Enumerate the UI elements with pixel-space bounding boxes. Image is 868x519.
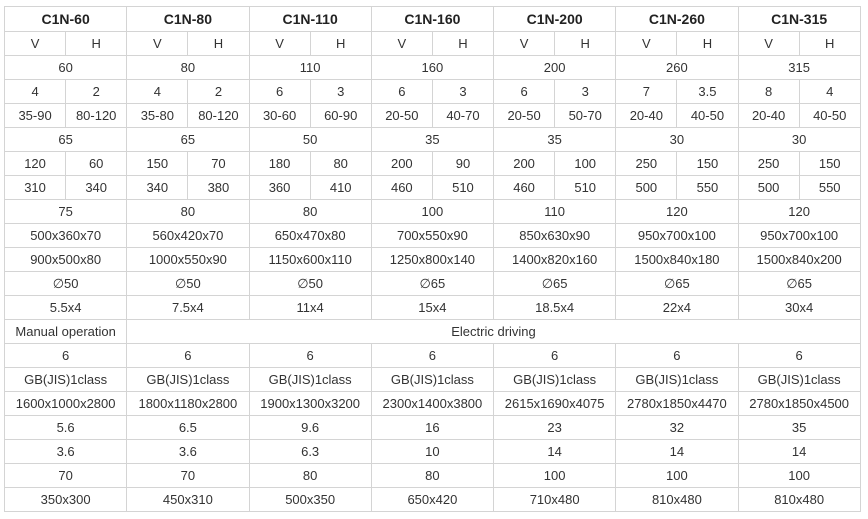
table-cell: 15x4 <box>371 296 493 320</box>
table-cell: H <box>66 32 127 56</box>
table-cell: 6.5 <box>127 416 249 440</box>
table-cell: 35 <box>494 128 616 152</box>
table-cell: V <box>616 32 677 56</box>
table-cell: 450x310 <box>127 488 249 512</box>
table-cell: 200 <box>371 152 432 176</box>
table-cell: 460 <box>371 176 432 200</box>
table-cell: 6 <box>5 344 127 368</box>
table-cell: 850x630x90 <box>494 224 616 248</box>
table-cell: 2 <box>188 80 249 104</box>
table-cell: 100 <box>494 464 616 488</box>
table-cell: ∅50 <box>249 272 371 296</box>
table-row <box>5 440 861 464</box>
table-cell: 40-70 <box>432 104 493 128</box>
table-cell: 4 <box>127 80 188 104</box>
table-cell: 80-120 <box>66 104 127 128</box>
table-cell: 7 <box>616 80 677 104</box>
table-cell: 60 <box>5 56 127 80</box>
table-row <box>5 320 861 344</box>
table-cell: 20-50 <box>371 104 432 128</box>
table-cell: 810x480 <box>616 488 738 512</box>
table-cell: 4 <box>799 80 860 104</box>
table-cell: 1500x840x200 <box>738 248 860 272</box>
table-cell: 3 <box>432 80 493 104</box>
model-header: C1N-80 <box>127 7 249 32</box>
table-row <box>5 32 861 56</box>
table-cell: 6 <box>371 80 432 104</box>
table-cell: 60-90 <box>310 104 371 128</box>
table-cell: 550 <box>677 176 738 200</box>
table-cell: 16 <box>371 416 493 440</box>
table-cell: 1900x1300x3200 <box>249 392 371 416</box>
table-cell: H <box>188 32 249 56</box>
table-cell: ∅50 <box>127 272 249 296</box>
table-cell: 2780x1850x4500 <box>738 392 860 416</box>
table-cell: 260 <box>616 56 738 80</box>
table-cell: 120 <box>5 152 66 176</box>
table-cell: 14 <box>494 440 616 464</box>
table-cell: 200 <box>494 56 616 80</box>
table-cell: 7.5x4 <box>127 296 249 320</box>
table-cell: 75 <box>5 200 127 224</box>
table-cell: 3 <box>555 80 616 104</box>
table-cell: 810x480 <box>738 488 860 512</box>
table-cell: H <box>677 32 738 56</box>
table-cell: 700x550x90 <box>371 224 493 248</box>
table-cell: 30-60 <box>249 104 310 128</box>
table-cell: 30 <box>738 128 860 152</box>
table-row <box>5 80 861 104</box>
table-cell: GB(JIS)1class <box>616 368 738 392</box>
table-cell: 1400x820x160 <box>494 248 616 272</box>
table-row <box>5 152 861 176</box>
table-cell: 460 <box>494 176 555 200</box>
table-cell: 3 <box>310 80 371 104</box>
table-cell: 6 <box>371 344 493 368</box>
table-cell: 650x420 <box>371 488 493 512</box>
table-row <box>5 104 861 128</box>
table-cell: 6 <box>738 344 860 368</box>
table-cell: 80 <box>127 200 249 224</box>
table-cell: 20-50 <box>494 104 555 128</box>
table-cell: 6 <box>494 80 555 104</box>
table-row <box>5 416 861 440</box>
table-cell: 510 <box>432 176 493 200</box>
table-cell: 510 <box>555 176 616 200</box>
table-cell: 150 <box>799 152 860 176</box>
table-cell: 90 <box>432 152 493 176</box>
table-cell: 250 <box>616 152 677 176</box>
table-cell: 1150x600x110 <box>249 248 371 272</box>
table-cell: 5.5x4 <box>5 296 127 320</box>
model-header: C1N-315 <box>738 7 860 32</box>
table-cell: 110 <box>494 200 616 224</box>
table-cell: 3.5 <box>677 80 738 104</box>
table-cell: GB(JIS)1class <box>371 368 493 392</box>
table-row <box>5 128 861 152</box>
table-cell: V <box>371 32 432 56</box>
table-cell: 40-50 <box>677 104 738 128</box>
table-cell: 1500x840x180 <box>616 248 738 272</box>
table-cell: 950x700x100 <box>738 224 860 248</box>
table-cell: 50-70 <box>555 104 616 128</box>
table-cell: 14 <box>738 440 860 464</box>
table-cell: 3.6 <box>127 440 249 464</box>
table-cell: H <box>310 32 371 56</box>
table-row <box>5 248 861 272</box>
table-cell: 250 <box>738 152 799 176</box>
table-cell: 3.6 <box>5 440 127 464</box>
specification-table <box>4 6 861 512</box>
table-cell: 6 <box>249 80 310 104</box>
table-cell: 180 <box>249 152 310 176</box>
table-cell: 120 <box>616 200 738 224</box>
table-cell: 150 <box>127 152 188 176</box>
table-cell: 350x300 <box>5 488 127 512</box>
table-cell: H <box>432 32 493 56</box>
table-cell: 35-90 <box>5 104 66 128</box>
table-cell: 310 <box>5 176 66 200</box>
table-cell: 1800x1180x2800 <box>127 392 249 416</box>
table-cell: GB(JIS)1class <box>249 368 371 392</box>
table-cell: 340 <box>127 176 188 200</box>
spec-table-body <box>5 32 861 512</box>
table-cell: GB(JIS)1class <box>5 368 127 392</box>
table-cell: 9.6 <box>249 416 371 440</box>
table-cell: 6 <box>249 344 371 368</box>
table-row <box>5 344 861 368</box>
table-cell: 6 <box>127 344 249 368</box>
table-cell: 360 <box>249 176 310 200</box>
model-header: C1N-60 <box>5 7 127 32</box>
table-cell: 110 <box>249 56 371 80</box>
table-row <box>5 272 861 296</box>
table-cell: 6 <box>616 344 738 368</box>
table-cell: 1600x1000x2800 <box>5 392 127 416</box>
table-cell: 650x470x80 <box>249 224 371 248</box>
table-row <box>5 488 861 512</box>
table-cell: 2 <box>66 80 127 104</box>
table-cell: 80 <box>249 200 371 224</box>
table-row <box>5 176 861 200</box>
table-cell: 100 <box>371 200 493 224</box>
table-row <box>5 224 861 248</box>
table-cell: 380 <box>188 176 249 200</box>
table-cell: 560x420x70 <box>127 224 249 248</box>
table-cell: 2615x1690x4075 <box>494 392 616 416</box>
table-cell: 35 <box>371 128 493 152</box>
table-cell: 30 <box>616 128 738 152</box>
table-row <box>5 56 861 80</box>
manual-operation-cell: Manual operation <box>5 320 127 344</box>
table-cell: V <box>494 32 555 56</box>
table-row <box>5 368 861 392</box>
table-cell: 40-50 <box>799 104 860 128</box>
table-cell: 340 <box>66 176 127 200</box>
table-cell: V <box>249 32 310 56</box>
table-cell: 50 <box>249 128 371 152</box>
table-cell: 150 <box>677 152 738 176</box>
table-cell: ∅50 <box>5 272 127 296</box>
table-cell: V <box>127 32 188 56</box>
table-cell: ∅65 <box>371 272 493 296</box>
table-cell: 1250x800x140 <box>371 248 493 272</box>
table-cell: V <box>738 32 799 56</box>
table-cell: 100 <box>555 152 616 176</box>
table-cell: 20-40 <box>738 104 799 128</box>
table-cell: 35-80 <box>127 104 188 128</box>
table-cell: 32 <box>616 416 738 440</box>
model-header: C1N-260 <box>616 7 738 32</box>
table-cell: H <box>555 32 616 56</box>
table-cell: 80 <box>310 152 371 176</box>
table-cell: 500x350 <box>249 488 371 512</box>
table-cell: ∅65 <box>738 272 860 296</box>
table-cell: 80 <box>127 56 249 80</box>
table-cell: 35 <box>738 416 860 440</box>
table-cell: 6 <box>494 344 616 368</box>
table-cell: 65 <box>5 128 127 152</box>
table-cell: 14 <box>616 440 738 464</box>
table-cell: 2780x1850x4470 <box>616 392 738 416</box>
table-cell: 160 <box>371 56 493 80</box>
table-cell: 20-40 <box>616 104 677 128</box>
table-cell: 60 <box>66 152 127 176</box>
table-cell: ∅65 <box>494 272 616 296</box>
table-cell: 4 <box>5 80 66 104</box>
table-cell: 120 <box>738 200 860 224</box>
table-cell: 100 <box>616 464 738 488</box>
table-cell: 22x4 <box>616 296 738 320</box>
table-cell: 500 <box>616 176 677 200</box>
table-cell: 65 <box>127 128 249 152</box>
table-cell: 80-120 <box>188 104 249 128</box>
model-header: C1N-200 <box>494 7 616 32</box>
table-cell: 315 <box>738 56 860 80</box>
table-cell: 23 <box>494 416 616 440</box>
table-cell: GB(JIS)1class <box>494 368 616 392</box>
table-cell: 950x700x100 <box>616 224 738 248</box>
table-cell: 5.6 <box>5 416 127 440</box>
table-cell: V <box>5 32 66 56</box>
model-header: C1N-110 <box>249 7 371 32</box>
table-row <box>5 464 861 488</box>
table-cell: 200 <box>494 152 555 176</box>
table-cell: 900x500x80 <box>5 248 127 272</box>
table-cell: 80 <box>371 464 493 488</box>
table-row <box>5 296 861 320</box>
table-cell: 10 <box>371 440 493 464</box>
model-header-row <box>5 7 861 32</box>
table-cell: GB(JIS)1class <box>738 368 860 392</box>
table-cell: 550 <box>799 176 860 200</box>
table-cell: 70 <box>188 152 249 176</box>
table-cell: 18.5x4 <box>494 296 616 320</box>
table-cell: 11x4 <box>249 296 371 320</box>
table-cell: 30x4 <box>738 296 860 320</box>
model-header: C1N-160 <box>371 7 493 32</box>
table-row <box>5 200 861 224</box>
table-cell: 1000x550x90 <box>127 248 249 272</box>
table-cell: 6.3 <box>249 440 371 464</box>
table-cell: 2300x1400x3800 <box>371 392 493 416</box>
table-cell: 70 <box>127 464 249 488</box>
table-cell: 70 <box>5 464 127 488</box>
table-row <box>5 392 861 416</box>
electric-driving-cell: Electric driving <box>127 320 861 344</box>
table-cell: 500x360x70 <box>5 224 127 248</box>
table-cell: 410 <box>310 176 371 200</box>
table-cell: 8 <box>738 80 799 104</box>
table-cell: ∅65 <box>616 272 738 296</box>
table-cell: H <box>799 32 860 56</box>
table-cell: 100 <box>738 464 860 488</box>
table-cell: 710x480 <box>494 488 616 512</box>
table-cell: 500 <box>738 176 799 200</box>
table-cell: 80 <box>249 464 371 488</box>
table-cell: GB(JIS)1class <box>127 368 249 392</box>
